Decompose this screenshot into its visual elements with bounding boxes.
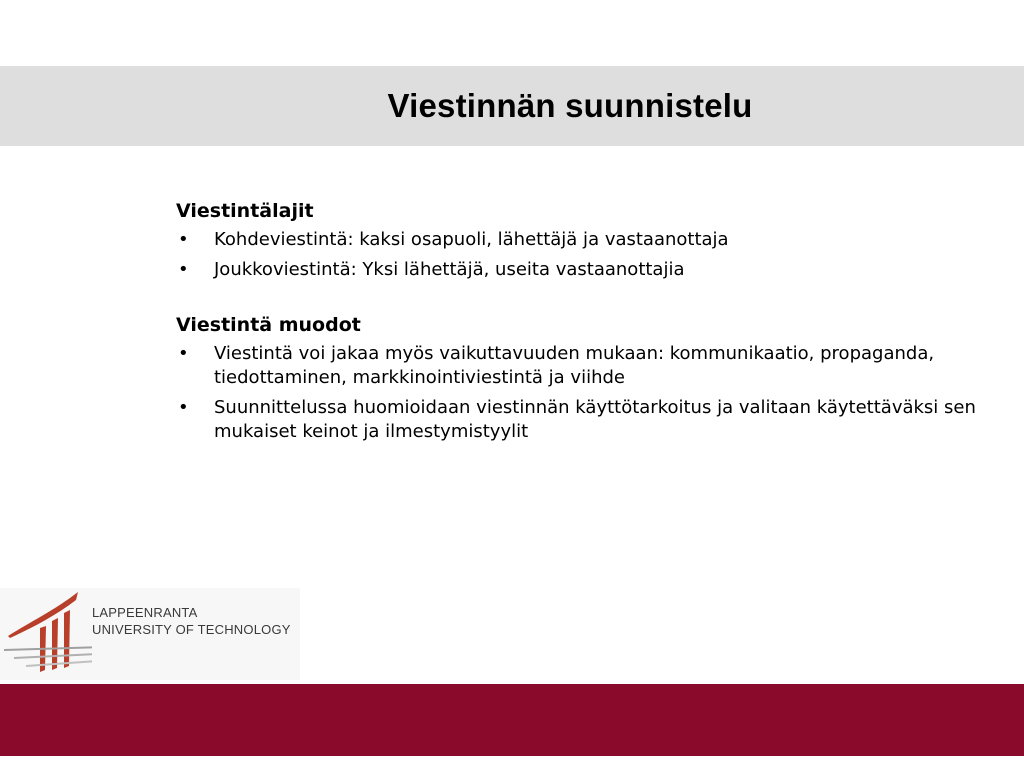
section-viestintalajit	[176, 198, 976, 282]
footer-band	[0, 684, 1024, 756]
bullet-text: Viestintä voi jakaa myös vaikuttavuuden mukaan: kommunikaatio, propaganda, tiedottaminen, markkinointiviestintä ja viihde	[214, 343, 935, 388]
slide-content	[176, 198, 976, 450]
bullet-text: Joukkoviestintä: Yksi lähettäjä, useita vastaanottajia	[214, 259, 685, 280]
lut-arch-logo-icon	[0, 588, 92, 680]
bullet-icon: •	[178, 229, 189, 250]
title-band	[0, 66, 1024, 146]
logo-line-1: LAPPEENRANTA	[92, 605, 198, 620]
bullet-list	[176, 228, 976, 282]
slide-title: Viestinnän suunnistelu	[387, 87, 753, 124]
bullet-text: Suunnittelussa huomioidaan viestinnän käyttötarkoitus ja valitaan käytettäväksi sen mukaiset keinot ja ilmestymistyylit	[214, 397, 976, 442]
bullet-list	[176, 342, 976, 444]
section-heading: Viestintä muodot	[176, 314, 361, 336]
bullet-icon: •	[178, 343, 189, 364]
bullet-icon: •	[178, 397, 189, 418]
logo-line-2: UNIVERSITY OF TECHNOLOGY	[92, 622, 291, 637]
bullet-item	[176, 342, 976, 390]
bullet-item	[176, 396, 976, 444]
section-viestinta-muodot	[176, 312, 976, 444]
bullet-item	[176, 258, 976, 282]
university-logo	[0, 588, 300, 680]
section-heading: Viestintälajit	[176, 200, 314, 222]
bullet-text: Kohdeviestintä: kaksi osapuoli, lähettäjä ja vastaanottaja	[214, 229, 729, 250]
bullet-item	[176, 228, 976, 252]
bullet-icon: •	[178, 259, 189, 280]
logo-text	[92, 604, 291, 638]
